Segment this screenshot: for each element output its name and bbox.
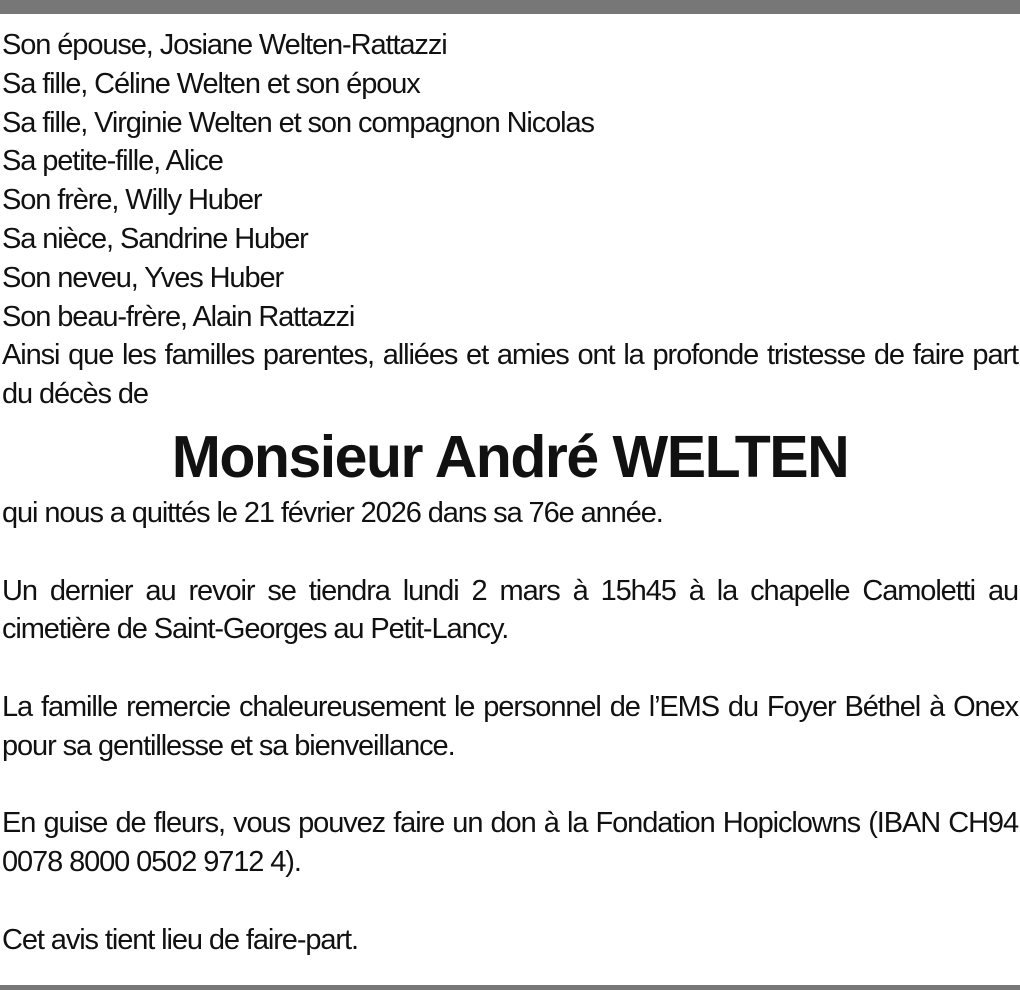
thanks-text: La famille remercie chaleureusement le personnel de l’EMS du Foyer Béthel à Onex pour sa gentillesse et sa bienveillance. (2, 690, 1018, 762)
spacer (2, 533, 1018, 572)
announcement-text: Ainsi que les familles parentes, alliées et amies ont la profonde tristesse de faire part du décès de (2, 339, 1018, 411)
family-line-spouse: Son épouse, Josiane Welten-Rattazzi (2, 29, 447, 61)
family-line-daughter-virginie: Sa fille, Virginie Welten et son compagnon Nicolas (2, 106, 594, 139)
spacer (2, 649, 1018, 688)
family-line-brother-in-law: Son beau-frère, Alain Rattazzi (2, 300, 355, 333)
top-rule (0, 0, 1020, 14)
bottom-rule (0, 985, 1020, 990)
family-line-daughter-celine: Sa fille, Céline Welten et son époux (2, 67, 420, 100)
family-line-brother: Son frère, Willy Huber (2, 184, 262, 217)
deceased-name: Monsieur André WELTEN (171, 423, 849, 490)
family-line-nephew: Son neveu, Yves Huber (2, 261, 284, 294)
family-line-niece: Sa nièce, Sandrine Huber (2, 222, 308, 255)
donation-text: En guise de fleurs, vous pouvez faire un don à la Fondation Hopiclowns (IBAN CH94 0078 8000 0502 9712 4). (2, 807, 1018, 879)
ceremony-text: Un dernier au revoir se tiendra lundi 2 mars à 15h45 à la chapelle Camoletti au cimetière de Saint-Georges au Petit-Lancy. (2, 574, 1018, 646)
family-line-granddaughter: Sa petite-fille, Alice (2, 145, 223, 178)
closing-text: Cet avis tient lieu de faire-part. (2, 923, 358, 956)
spacer (2, 882, 1018, 921)
passing-text: qui nous a quittés le 21 février 2026 dans sa 76e année. (2, 496, 663, 529)
death-notice (2, 26, 1018, 960)
spacer (2, 766, 1018, 805)
